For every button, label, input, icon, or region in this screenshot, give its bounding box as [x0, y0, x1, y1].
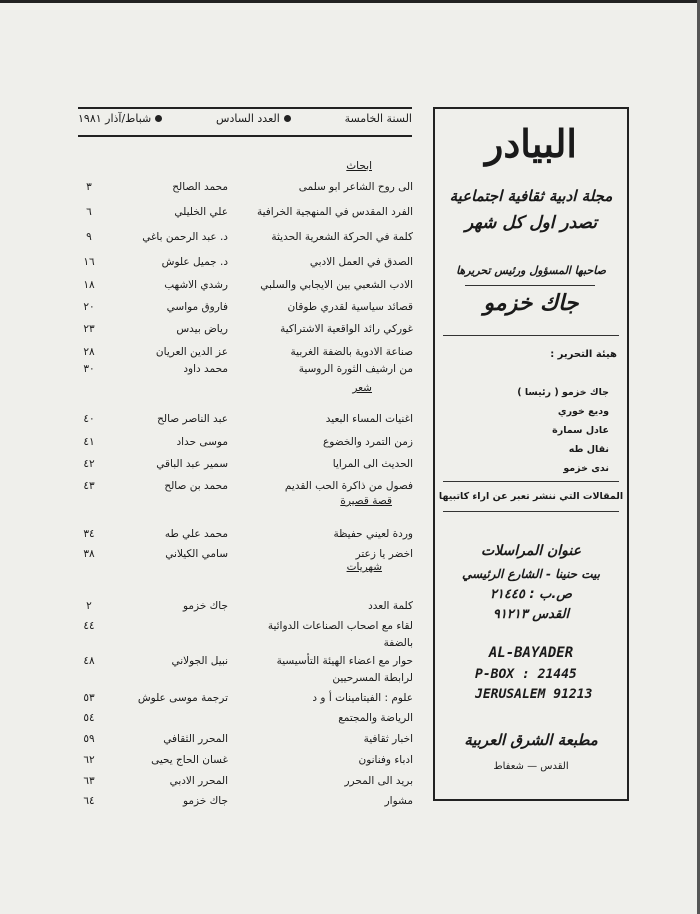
issue-number: العدد السادس [216, 112, 280, 125]
owner-rule [465, 285, 595, 286]
toc-author: المحرر الثقافي [163, 733, 228, 745]
toc-title: كلمة العدد [368, 600, 413, 612]
toc-author: رشدي الاشهب [164, 279, 228, 291]
toc-author: موسى حداد [176, 436, 228, 448]
toc-row [75, 344, 413, 360]
tagline-2: تصدر اول كل شهر [464, 213, 598, 233]
header-rule-bottom [78, 135, 412, 137]
toc-title: اخضر يا زعتر [355, 548, 413, 560]
toc-title: الرياضة والمجتمع [338, 712, 413, 724]
header-rule-top [78, 107, 412, 109]
toc-author: فاروق مواسي [166, 301, 228, 313]
issue-year: السنة الخامسة [344, 112, 412, 125]
toc-author: ترجمة موسى علوش [137, 692, 228, 704]
toc-row [75, 277, 413, 293]
toc-title: كلمة في الحركة الشعرية الحديثة [271, 231, 413, 243]
toc-author: عبد الناصر صالح [157, 413, 228, 425]
toc-title-continued: لرابطة المسرحيين [332, 672, 413, 684]
toc-page-number: ٤٤ [83, 620, 95, 632]
city-arabic: القدس ٩١٢١٣ [492, 607, 570, 622]
toc-title: اخبار ثقافية [363, 733, 413, 745]
issue-info [78, 112, 412, 125]
section-short-story: قصة قصيرة [340, 495, 392, 507]
address-label: عنوان المراسلات [481, 543, 581, 559]
toc-page-number: ٢٣ [83, 323, 95, 335]
toc-page-number: ٣ [86, 181, 92, 193]
top-border [0, 0, 700, 3]
toc-page-number: ٢٠ [83, 301, 95, 313]
disclaimer: المقالات التي ننشر تعبر عن اراء كاتبيها [438, 491, 624, 502]
toc-row [75, 710, 413, 726]
toc-row [75, 546, 413, 562]
toc-page-number: ٤٢ [83, 458, 95, 470]
toc-row [75, 361, 413, 377]
editorial-board-member: ندى خزمو [563, 463, 609, 474]
toc-author: غسان الحاج يحيى [151, 754, 228, 766]
toc-page-number: ٥٣ [83, 692, 95, 704]
toc-title: الى روح الشاعر ابو سلمى [298, 181, 413, 193]
toc-title: الحديث الى المرايا [332, 458, 413, 470]
toc-author: رياض بيدس [176, 323, 228, 335]
owner-name: جاك خزمو [483, 291, 579, 316]
toc-row [75, 793, 413, 809]
divider [443, 481, 619, 482]
section-research: ابحاث [346, 160, 372, 172]
toc-page-number: ٣٠ [83, 363, 95, 375]
toc-page-number: ٥٤ [83, 712, 95, 724]
toc-title: اغنيات المساء البعيد [325, 413, 413, 425]
toc-title: الادب الشعبي بين الايجابي والسلبي [260, 279, 413, 291]
toc-title: علوم : الفيتامينات أ و د [312, 692, 413, 704]
toc-page-number: ٤٠ [83, 413, 95, 425]
toc-title: بريد الى المحرر [344, 775, 413, 787]
toc-author: علي الخليلي [174, 206, 228, 218]
toc-title-continued: بالضفة [383, 637, 413, 649]
toc-row [75, 773, 413, 789]
toc-row [75, 456, 413, 472]
toc-row [75, 618, 413, 649]
toc-row [75, 204, 413, 220]
toc-page-number: ٦٣ [83, 775, 95, 787]
owner-label: صاحبها المسؤول ورئيس تحريرها [456, 264, 606, 277]
toc-author: سامي الكيلاني [165, 548, 228, 560]
toc-author: محمد الصالح [172, 181, 228, 193]
toc-title: الفرد المقدس في المنهجية الخرافية [256, 206, 413, 218]
masthead-box [433, 107, 629, 801]
toc-row [75, 321, 413, 337]
toc-page-number: ٤١ [83, 436, 95, 448]
pobox-latin: P-BOX : 21445 [475, 667, 577, 682]
toc-row [75, 434, 413, 450]
toc-row [75, 411, 413, 427]
toc-row [75, 299, 413, 315]
toc-row [75, 752, 413, 768]
tagline-1: مجلة ادبية ثقافية اجتماعية [449, 187, 613, 205]
bullet-icon [284, 115, 291, 122]
editorial-board-member: جاك خزمو ( رئيسا ) [517, 387, 609, 398]
toc-author: جاك خزمو [182, 600, 228, 612]
toc-page-number: ٤٣ [83, 480, 95, 492]
toc-author: جاك خزمو [182, 795, 228, 807]
city-latin: JERUSALEM 91213 [475, 687, 593, 702]
toc-title: فصول من ذاكرة الحب القديم [284, 480, 413, 492]
editorial-board-member: عادل سمارة [552, 425, 609, 436]
editorial-board-list [517, 383, 609, 478]
toc-author: د. جميل علوش [161, 256, 228, 268]
divider [443, 511, 619, 512]
toc-page-number: ٦ [86, 206, 92, 218]
toc-page-number: ٢ [86, 600, 92, 612]
toc-page-number: ٩ [86, 231, 92, 243]
toc-row [75, 690, 413, 706]
latin-name: AL-BAYADER [488, 645, 574, 661]
toc-author: محمد علي طه [164, 528, 228, 540]
printer-city: القدس — شعفاط [493, 761, 569, 772]
toc-author: د. عبد الرحمن باغي [142, 231, 228, 243]
toc-row [75, 179, 413, 195]
bullet-icon [155, 115, 162, 122]
toc-page-number: ٢٨ [83, 346, 95, 358]
toc-title: الصدق في العمل الادبي [309, 256, 413, 268]
toc-title: حوار مع اعضاء الهيئة التأسيسية [276, 655, 413, 667]
issue-date: شباط/آذار ١٩٨١ [78, 112, 152, 125]
divider [443, 335, 619, 336]
editorial-board-member: نقال طه [568, 444, 609, 455]
pobox-arabic: ص.ب : ٢١٤٤٥ [489, 587, 573, 602]
toc-page-number: ١٦ [83, 256, 95, 268]
toc-page-number: ٦٢ [83, 754, 95, 766]
toc-title: من ارشيف الثورة الروسية [298, 363, 413, 375]
editorial-board-label: هيئة التحرير : [550, 349, 617, 360]
toc-page-number: ٤٨ [83, 655, 95, 667]
toc-row [75, 653, 413, 684]
toc-row [75, 229, 413, 245]
editorial-board-member: وديع خوري [557, 406, 609, 417]
toc-row [75, 598, 413, 614]
toc-author: عز الدين العريان [155, 346, 228, 358]
toc-row [75, 731, 413, 747]
toc-title: وردة لعيني حفيظة [333, 528, 413, 540]
toc-author: محمد داود [183, 363, 228, 375]
toc-title: ادباء وفنانون [358, 754, 413, 766]
address-line: بيت حنينا - الشارع الرئيسي [462, 567, 600, 581]
toc-author: سمير عبد الباقي [156, 458, 228, 470]
section-poetry: شعر [352, 382, 372, 394]
toc-author: محمد بن صالح [164, 480, 228, 492]
toc-row [75, 526, 413, 542]
toc-author: المحرر الادبي [169, 775, 228, 787]
toc-page-number: ٣٤ [83, 528, 95, 540]
printer-name: مطبعة الشرق العربية [464, 731, 598, 749]
section-monthly: شهريات [346, 561, 382, 573]
toc-page-number: ٥٩ [83, 733, 95, 745]
toc-row [75, 478, 413, 494]
toc-title: صناعة الادوية بالضفة الغربية [290, 346, 413, 358]
toc-title: مشوار [384, 795, 413, 807]
toc-title: قصائد سياسية لقدري طوقان [287, 301, 413, 313]
toc-author: نبيل الجولاني [171, 655, 228, 667]
toc-title: لقاء مع اصحاب الصناعات الدوائية [267, 620, 413, 632]
toc-row [75, 254, 413, 270]
toc-page-number: ٣٨ [83, 548, 95, 560]
toc-page-number: ٦٤ [83, 795, 95, 807]
magazine-name: البيادر [485, 121, 577, 166]
toc-page-number: ١٨ [83, 279, 95, 291]
toc-title: غوركي رائد الواقعية الاشتراكية [280, 323, 413, 335]
toc-title: زمن التمرد والخضوع [323, 436, 413, 448]
